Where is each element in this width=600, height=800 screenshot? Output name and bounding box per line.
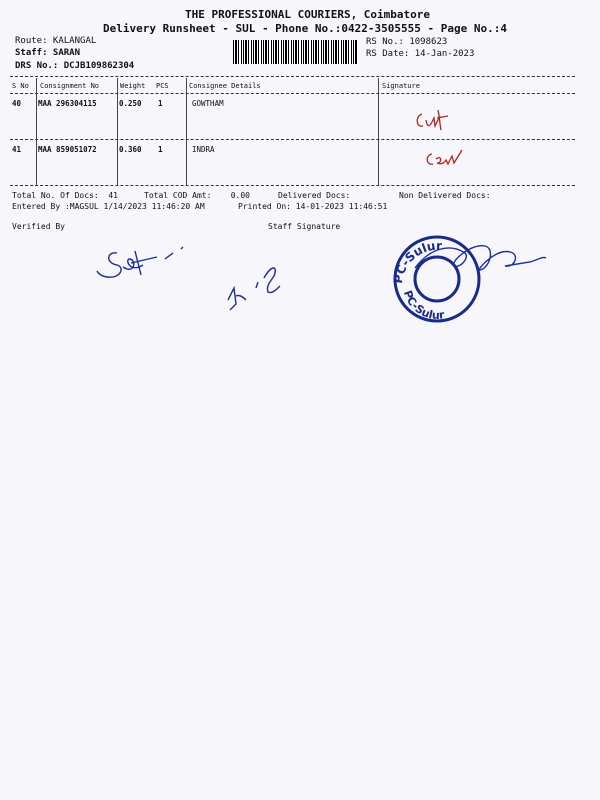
row-sno: 40 [12, 99, 22, 108]
row-weight: 0.360 [119, 145, 142, 154]
barcode [233, 40, 358, 64]
col-sno: S No [12, 82, 29, 90]
stamp-top-text: PC-Sulur [390, 238, 443, 285]
stamp-bottom-text: PC-Sulur [400, 288, 446, 323]
printed-on: Printed On: 14-01-2023 11:46:51 [238, 202, 388, 211]
staff-signature-label: Staff Signature [268, 222, 341, 231]
col-divider [378, 78, 379, 185]
runsheet-subtitle: Delivery Runsheet - SUL - Phone No.:0422-3505555 - Page No.:4 [103, 22, 507, 35]
col-signature: Signature [382, 82, 420, 90]
staff-initials-signature [220, 258, 290, 313]
signature-row-41 [422, 146, 472, 171]
row-weight: 0.250 [119, 99, 142, 108]
table-top-rule [10, 76, 575, 77]
row-consignee: INDRA [192, 145, 215, 154]
rs-date: RS Date: 14-Jan-2023 [366, 49, 475, 59]
row-consignment: MAA 859051072 [38, 145, 97, 154]
table-header-rule [10, 93, 575, 94]
row-consignment: MAA 296304115 [38, 99, 97, 108]
col-divider [36, 78, 37, 185]
col-weight: Weight [120, 82, 146, 90]
table-bottom-rule [10, 185, 575, 186]
stamp-signature [410, 238, 550, 298]
col-pcs: PCS [156, 82, 169, 90]
verified-by-label: Verified By [12, 222, 65, 231]
staff-label: Staff: SARAN [15, 48, 81, 58]
verified-signature [95, 245, 195, 290]
row-sno: 41 [12, 145, 22, 154]
entered-by: Entered By :MAGSUL 1/14/2023 11:46:20 AM [12, 202, 205, 211]
row-rule [10, 139, 575, 140]
drs-number: DRS No.: DCJB109862304 [15, 61, 135, 71]
total-docs: Total No. Of Docs: 41 [12, 191, 118, 200]
signature-row-40 [410, 106, 460, 136]
company-title: THE PROFESSIONAL COURIERS, Coimbatore [185, 8, 431, 21]
route-label: Route: KALANGAL [15, 36, 97, 46]
row-consignee: GOWTHAM [192, 99, 224, 108]
row-pcs: 1 [158, 145, 163, 154]
row-pcs: 1 [158, 99, 163, 108]
col-consignment: Consignment No [40, 82, 100, 90]
non-delivered-docs: Non Delivered Docs: [399, 191, 491, 200]
delivered-docs: Delivered Docs: [278, 191, 351, 200]
total-cod: Total COD Amt: 0.00 [144, 191, 250, 200]
rs-number: RS No.: 1098623 [366, 37, 448, 47]
col-divider [186, 78, 187, 185]
col-consignee: Consignee Details [189, 82, 261, 90]
col-divider [117, 78, 118, 185]
